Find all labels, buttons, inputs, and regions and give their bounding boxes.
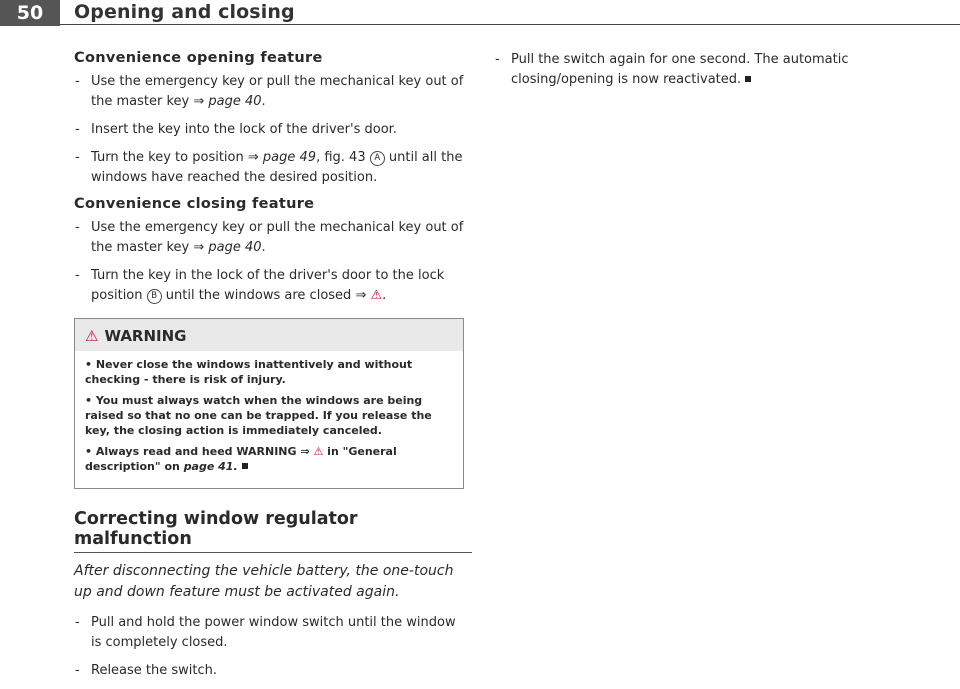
closing-step-1: - Use the emergency key or pull the mechanical key out of the master key ⇒ page 40. xyxy=(74,218,464,258)
malfunction-heading: Correcting window regulator malfunction xyxy=(74,509,472,553)
malfunction-intro: After disconnecting the vehicle battery, the one-touch up and down feature must be activated again. xyxy=(74,563,454,600)
arrow-icon: ⇒ xyxy=(193,240,205,255)
malfunction-step-2: - Release the switch. xyxy=(74,661,464,681)
warning-triangle-icon: ⚠ xyxy=(313,445,324,458)
page-header xyxy=(0,0,960,26)
arrow-icon: ⇒ xyxy=(247,150,259,165)
opening-section xyxy=(74,50,464,188)
malfunction-steps xyxy=(74,613,464,681)
malfunction-step-1: - Pull and hold the power window switch until the window is completely closed. xyxy=(74,613,464,653)
closing-step-2: - Turn the key in the lock of the driver's door to the lock position B until the windows are closed ⇒ ⚠. xyxy=(74,266,464,306)
warning-header xyxy=(75,319,463,351)
closing-heading: Convenience closing feature xyxy=(74,196,315,212)
callout-a-icon: A xyxy=(370,151,385,166)
warning-triangle-icon: ⚠ xyxy=(85,327,99,345)
warning-body xyxy=(75,351,463,488)
left-column xyxy=(74,50,464,689)
closing-steps xyxy=(74,218,464,306)
arrow-icon: ⇒ xyxy=(300,445,310,458)
warning-title: WARNING xyxy=(104,327,187,345)
opening-heading: Convenience opening feature xyxy=(74,50,323,66)
warning-item-3: • Always read and heed WARNING ⇒ ⚠ in "General description" on page 41. xyxy=(85,444,453,474)
opening-step-2: - Insert the key into the lock of the driver's door. xyxy=(74,120,464,140)
warning-triangle-icon: ⚠ xyxy=(370,288,383,303)
warning-item-2: • You must always watch when the windows are being raised so that no one can be trapped. If you release the key, the closing action is immediately canceled. xyxy=(85,393,453,438)
warning-box xyxy=(74,318,464,489)
callout-b-icon: B xyxy=(147,289,162,304)
warning-item-1: • Never close the windows inattentively and without checking - there is risk of injury. xyxy=(85,357,453,387)
opening-step-3: - Turn the key to position ⇒ page 49, fig. 43 A until all the windows have reached the desired position. xyxy=(74,148,464,188)
malfunction-steps-continued xyxy=(494,50,874,90)
page-link[interactable]: page 40 xyxy=(208,94,262,109)
arrow-icon: ⇒ xyxy=(193,94,205,109)
closing-section xyxy=(74,196,464,306)
opening-step-1: - Use the emergency key or pull the mechanical key out of the master key ⇒ page 40. xyxy=(74,72,464,112)
header-rule xyxy=(60,24,960,25)
opening-steps xyxy=(74,72,464,188)
end-mark-icon xyxy=(745,76,751,82)
arrow-icon: ⇒ xyxy=(355,288,367,303)
page-number: 50 xyxy=(0,0,60,26)
malfunction-step-3: - Pull the switch again for one second. The automatic closing/opening is now reactivated. xyxy=(494,50,874,90)
page-link[interactable]: page 41. xyxy=(183,460,238,473)
page-link[interactable]: page 40 xyxy=(208,240,262,255)
end-mark-icon xyxy=(242,463,248,469)
chapter-title: Opening and closing xyxy=(74,1,295,23)
page-link[interactable]: page 49 xyxy=(262,150,317,165)
right-column xyxy=(494,50,874,98)
